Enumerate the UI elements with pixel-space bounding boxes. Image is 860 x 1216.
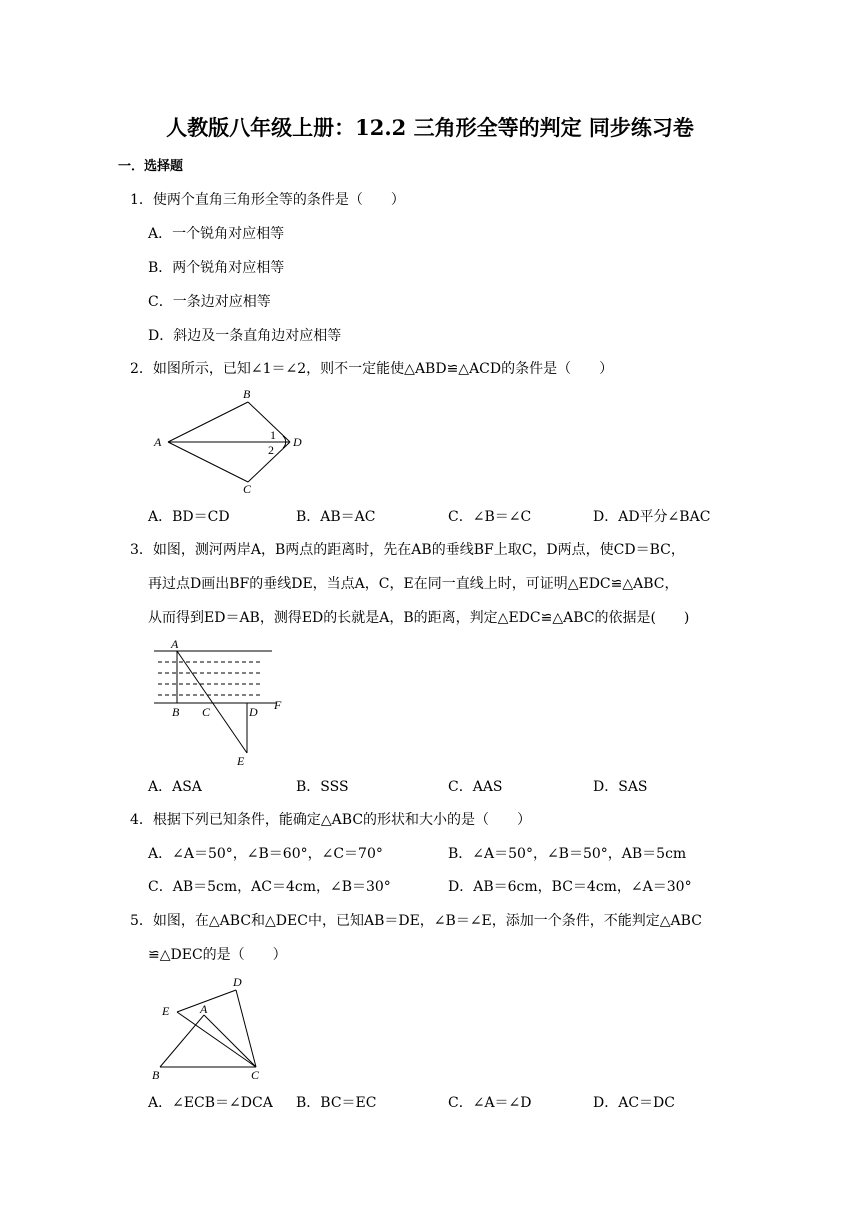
question-2-option-b[interactable]: B．AB＝AC bbox=[296, 509, 376, 525]
fig3-label-b: B bbox=[172, 705, 180, 719]
fig2-label-angle2: 2 bbox=[268, 443, 274, 457]
fig2-label-c: C bbox=[243, 482, 252, 496]
question-2-figure bbox=[150, 385, 320, 497]
fig3-label-f: F bbox=[274, 698, 282, 712]
fig2-label-angle1: 1 bbox=[270, 428, 276, 442]
fig3-label-e: E bbox=[237, 754, 245, 768]
question-3-option-a[interactable]: A．ASA bbox=[148, 779, 202, 795]
question-3-option-d[interactable]: D．SAS bbox=[593, 779, 648, 795]
question-1-option-c[interactable]: C．一条边对应相等 bbox=[148, 294, 271, 310]
question-4-stem: 4．根据下列已知条件，能确定△ABC的形状和大小的是（ ） bbox=[130, 812, 532, 828]
question-2-option-d[interactable]: D．AD平分∠BAC bbox=[593, 509, 711, 525]
fig5-label-a: A bbox=[200, 1002, 208, 1016]
question-5-figure bbox=[148, 972, 273, 1084]
fig3-label-d: D bbox=[249, 705, 258, 719]
fig5-label-c: C bbox=[251, 1068, 260, 1082]
question-4-option-c[interactable]: C．AB＝5cm，AC＝4cm，∠B＝30° bbox=[148, 879, 391, 895]
fig2-label-a: A bbox=[154, 435, 162, 449]
question-5-option-d[interactable]: D．AC＝DC bbox=[593, 1095, 675, 1111]
question-3-stem-line-3: 从而得到ED＝AB，测得ED的长就是A，B的距离，判定△EDC≌△ABC的依据是( ) bbox=[148, 610, 690, 626]
question-4-option-a[interactable]: A．∠A＝50°，∠B＝60°，∠C＝70° bbox=[148, 846, 383, 862]
question-5-option-b[interactable]: B．BC＝EC bbox=[296, 1095, 377, 1111]
fig5-label-b: B bbox=[152, 1068, 160, 1082]
question-2-stem: 2．如图所示，已知∠1＝∠2，则不一定能使△ABD≌△ACD的条件是（ ） bbox=[130, 361, 614, 377]
question-1-option-a[interactable]: A．一个锐角对应相等 bbox=[148, 226, 285, 242]
question-3-stem-line-2: 再过点D画出BF的垂线DE，当点A，C，E在同一直线上时，可证明△EDC≌△ABC， bbox=[148, 576, 679, 592]
section-heading: 一．选择题 bbox=[118, 159, 184, 174]
fig2-label-d: D bbox=[293, 435, 302, 449]
question-1-option-d[interactable]: D．斜边及一条直角边对应相等 bbox=[148, 328, 342, 344]
question-3-stem-line-1: 3．如图，测河两岸A，B两点的距离时，先在AB的垂线BF上取C，D两点，使CD＝BC， bbox=[130, 542, 685, 558]
question-3-option-b[interactable]: B．SSS bbox=[296, 779, 349, 795]
question-3-figure bbox=[150, 635, 295, 773]
question-4-option-b[interactable]: B．∠A＝50°，∠B＝50°，AB＝5cm bbox=[448, 846, 687, 862]
question-5-stem-line-1: 5．如图，在△ABC和△DEC中，已知AB＝DE，∠B＝∠E，添加一个条件，不能判定△ABC bbox=[130, 913, 702, 929]
question-5-stem-line-2: ≌△DEC的是（ ） bbox=[148, 947, 287, 963]
question-5-option-a[interactable]: A．∠ECB＝∠DCA bbox=[148, 1095, 273, 1111]
question-3-option-c[interactable]: C．AAS bbox=[448, 779, 503, 795]
question-1-stem: 1．使两个直角三角形全等的条件是（ ） bbox=[130, 192, 405, 208]
question-1-option-b[interactable]: B．两个锐角对应相等 bbox=[148, 260, 285, 276]
question-4-option-d[interactable]: D．AB＝6cm，BC＝4cm，∠A＝30° bbox=[448, 879, 692, 895]
question-2-option-c[interactable]: C．∠B＝∠C bbox=[448, 509, 532, 525]
fig3-label-a: A bbox=[171, 637, 179, 651]
fig5-label-e: E bbox=[162, 1004, 170, 1018]
page-title: 人教版八年级上册：12.2 三角形全等的判定 同步练习卷 bbox=[166, 115, 694, 140]
question-5-option-c[interactable]: C．∠A＝∠D bbox=[448, 1095, 532, 1111]
question-2-option-a[interactable]: A．BD＝CD bbox=[148, 509, 230, 525]
fig2-label-b: B bbox=[243, 387, 251, 401]
fig3-label-c: C bbox=[202, 705, 211, 719]
fig5-label-d: D bbox=[233, 975, 242, 989]
